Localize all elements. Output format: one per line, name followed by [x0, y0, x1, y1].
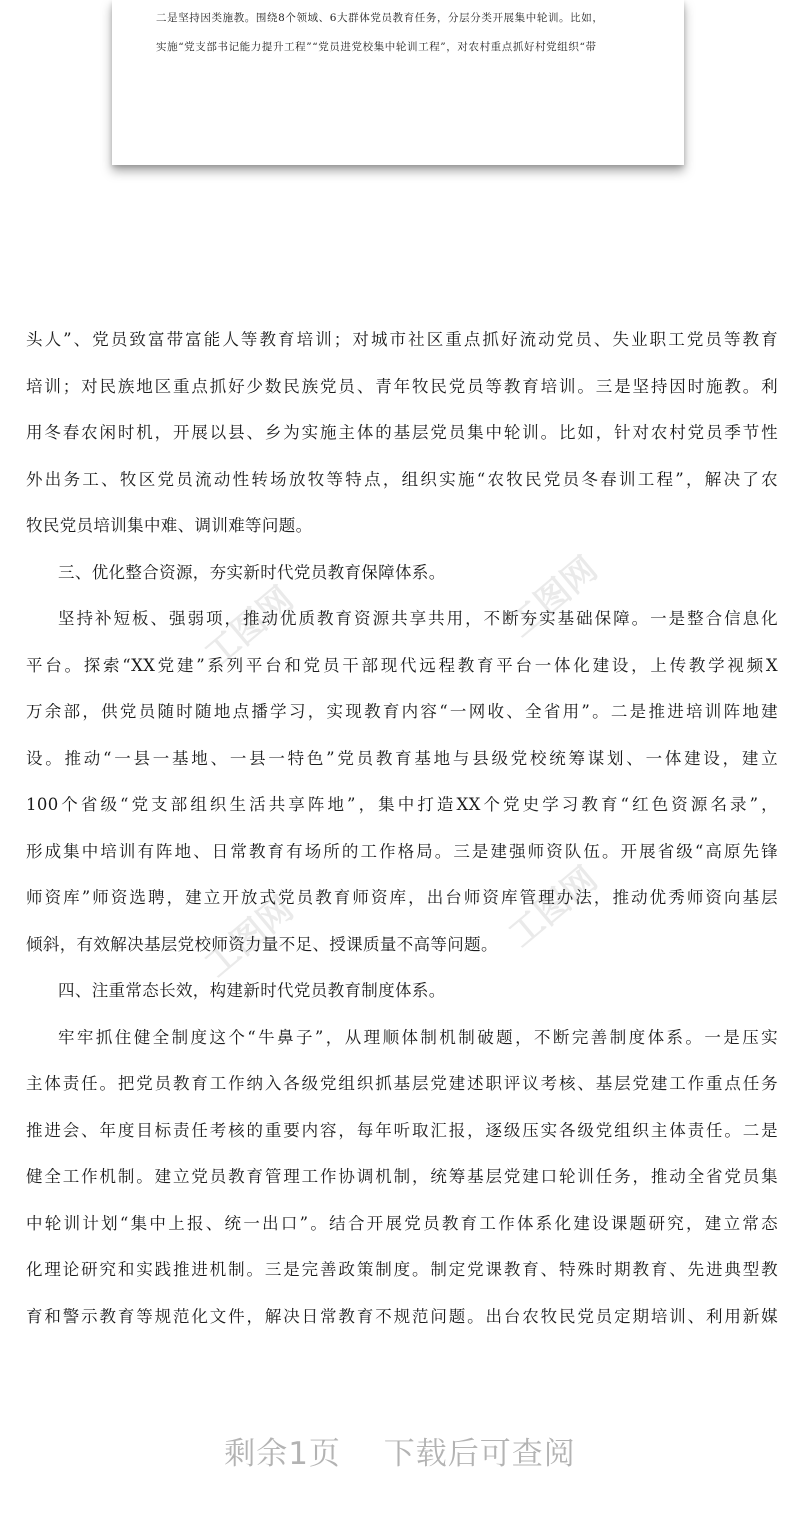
paragraph-line: 牢牢抓住健全制度这个“牛鼻子”，从理顺体制机制破题，不断完善制度体系。一是压实 — [58, 1027, 778, 1047]
preview-line: 二是坚持因类施教。围绕8个领域、6大群体党员教育任务，分层分类开展集中轮训。比如， — [156, 12, 604, 24]
paragraph-line: 健全工作机制。建立党员教育管理工作协调机制，统筹基层党建口轮训任务，推动全省党员集 — [26, 1167, 778, 1186]
section-heading: 四、注重常态长效，构建新时代党员教育制度体系。 — [58, 981, 446, 1000]
paragraph-line: 外出务工、牧区党员流动性转场放牧等特点，组织实施“农牧民党员冬春训工程”，解决了农 — [26, 469, 778, 489]
paragraph-line: 化理论研究和实践推进机制。三是完善政策制度。制定党课教育、特殊时期教育、先进典型教 — [26, 1260, 778, 1279]
download-to-view-label: 下载后可查阅 — [383, 1436, 576, 1472]
watermark: 工图网 — [501, 549, 606, 646]
paragraph-line: 坚持补短板、强弱项，推动优质教育资源共享共用，不断夯实基础保障。一是整合信息化 — [58, 609, 778, 628]
document-body — [26, 324, 778, 1347]
paragraph-line: 主体责任。把党员教育工作纳入各级党组织抓基层党建述职评议考核、基层党建工作重点任务 — [26, 1074, 778, 1093]
paragraph-line: 100个省级“党支部组织生活共享阵地”，集中打造XX个党史学习教育“红色资源名录”， — [26, 795, 778, 814]
remaining-pages-label: 剩余1页 — [224, 1436, 341, 1472]
paragraph-line: 牧民党员培训集中难、调训难等问题。 — [26, 516, 313, 535]
paragraph-line: 培训；对民族地区重点抓好少数民族党员、青年牧民党员等教育培训。三是坚持因时施教。利 — [26, 376, 778, 396]
paragraph-line: 头人”、党员致富带富能人等教育培训；对城市社区重点抓好流动党员、失业职工党员等教育 — [26, 330, 778, 349]
watermark: 工图网 — [197, 889, 302, 986]
preview-line: 实施“党支部书记能力提升工程”“党员进党校集中轮训工程”，对农村重点抓好村党组织“带 — [156, 41, 597, 53]
paragraph-line: 用冬春农闲时机，开展以县、乡为实施主体的基层党员集中轮训。比如，针对农村党员季节性 — [26, 423, 778, 442]
previous-page-preview — [112, 0, 684, 165]
section-heading: 三、优化整合资源，夯实新时代党员教育保障体系。 — [58, 562, 446, 582]
paragraph-line: 设。推动“一县一基地、一县一特色”党员教育基地与县级党校统筹谋划、一体建设，建立 — [26, 748, 778, 768]
paragraph-line: 倾斜，有效解决基层党校师资力量不足、授课质量不高等问题。 — [26, 934, 498, 954]
paragraph-line: 形成集中培训有阵地、日常教育有场所的工作格局。三是建强师资队伍。开展省级“高原先锋 — [26, 841, 778, 861]
paragraph-line: 师资库”师资选聘，建立开放式党员教育师资库，出台师资库管理办法，推动优秀师资向基层 — [26, 888, 778, 907]
download-more-prompt[interactable] — [0, 1428, 800, 1473]
paragraph-line: 育和警示教育等规范化文件，解决日常教育不规范问题。出台农牧民党员定期培训、利用新媒 — [26, 1306, 778, 1326]
paragraph-line: 万余部，供党员随时随地点播学习，实现教育内容“一网收、全省用”。二是推进培训阵地建 — [26, 702, 778, 721]
paragraph-line: 平台。探索“XX党建”系列平台和党员干部现代远程教育平台一体化建设，上传教学视频X — [26, 655, 778, 675]
watermark: 工图网 — [197, 579, 302, 676]
paragraph-line: 中轮训计划“集中上报、统一出口”。结合开展党员教育工作体系化建设课题研究，建立常态 — [26, 1213, 778, 1233]
paragraph-line: 推进会、年度目标责任考核的重要内容，每年听取汇报，逐级压实各级党组织主体责任。二是 — [26, 1120, 778, 1140]
watermark: 工图网 — [501, 859, 606, 956]
